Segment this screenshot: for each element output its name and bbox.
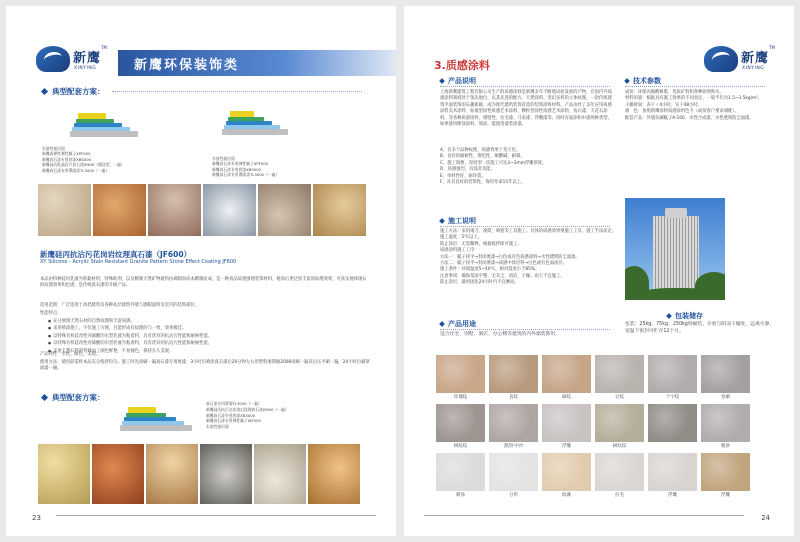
banner-title: 新鹰环保装饰类 — [134, 57, 240, 73]
texture-label: 树纹纹 — [612, 444, 627, 449]
texture-label: 海滩 — [562, 493, 571, 498]
texture-swatch — [489, 355, 538, 393]
package-text: 包装：25kg、75kg、250kg铁桶装。存放与阴凉干燥处，远离火源，室温下密封可贮存12个月。 — [625, 322, 775, 334]
texture-swatch — [436, 404, 485, 442]
diamond-icon — [439, 321, 445, 327]
section-typical-1-label: 典型配套方案： — [52, 87, 105, 96]
swatch — [258, 184, 311, 236]
building-photo — [625, 198, 725, 300]
texture-label — [648, 442, 697, 451]
swatch — [38, 444, 90, 504]
texture-label: 刮刮·中沙 — [503, 444, 524, 449]
scope: 适用范围：广泛适用于高档建筑及各种高层建筑外墙与墙帽面饰及室内的装饰部位。 — [40, 303, 199, 308]
tech-row — [625, 116, 771, 122]
tech-list — [625, 90, 771, 122]
layers-3 — [206, 401, 289, 430]
tech-value: 环保丙烯酸树脂、优质矿料和各种助剂和水。 — [637, 90, 724, 95]
product-desc: 上海新鹰建筑工程有限公司生产的质感涂料是新鹰多年不断地试验发展的产物，在国内外质感涂料领域处于领先地位，以其先进的配方、天然涂料、变幻多样的立体纹理，一款传统建筑平面装饰的乐趣新颖，成为现代建筑装饰首选的装饰涂料材料。产品由经了多年应用质感涂料美术涂料，标准型涂性质感艺术涂料，颗粒型涂性质感艺术涂料，仿石漆，天花石涂料，等各种质感涂料，墙壁性、拉毛漆、马来漆、浮雕漆等。同时有面涂和中漆两种类型，如果使用喷涂涂料，简涂，能使用漆类涂漆。 — [440, 90, 612, 128]
texture-item — [648, 355, 697, 402]
layer-label: 新鹰高弹性弹性腻子XPF500 — [42, 151, 91, 157]
texture-label: 直纹 — [509, 395, 518, 400]
texture-item — [648, 453, 697, 500]
logo-en: XINYING — [742, 66, 765, 71]
texture-item — [542, 355, 591, 402]
logo-cn: 新鹰 — [73, 51, 102, 66]
logo-en: XINYING — [74, 66, 97, 71]
footer-line — [424, 515, 744, 516]
layer-label: 新鹰硅丙乳液岩片真石漆JF600（喷涂型，一遍） — [42, 162, 125, 168]
features-list — [48, 318, 368, 355]
tech-key: 材料用量： — [625, 96, 647, 102]
section-head: 3.质感涂料 — [434, 59, 490, 72]
logo — [704, 45, 776, 72]
swatch — [254, 444, 306, 504]
texture-label: 树纹纹 — [453, 444, 468, 449]
texture-item — [489, 355, 538, 402]
product-point: E、单材性好，耐环裂。 — [440, 173, 486, 179]
section-typical-2 — [42, 392, 105, 403]
texture-swatch — [595, 355, 644, 393]
layer-label: 真石漆专用罩面TL3000（一遍） — [206, 401, 262, 406]
construction-item: 方法一：腻子找平→封闭底漆→白色或有色质感涂料→水性透明防尘面漆。 — [440, 254, 580, 260]
texture-item — [595, 404, 644, 451]
product-point: C、施工简便，厚度型一次施工可达2~3mm浮雕厚度。 — [440, 160, 547, 166]
texture-swatch — [489, 404, 538, 442]
stone-swatches — [38, 184, 366, 236]
product-points — [440, 148, 616, 186]
tech-key: 干燥时间： — [625, 102, 647, 108]
usage: 使用方法：使用前需将本品充分搅拌均匀。施工时先涂刷一遍真石漆专用底漆，3小时后喷涂真石漆后20分钟左右用塑料滚筒做2008再刷一遍以后压平刷一遍，24小时后刷罩面漆一遍。 — [40, 360, 370, 372]
usage-title — [440, 319, 476, 329]
construction-item: 质感涂料施工工序： — [440, 248, 479, 254]
texture-label: 拉毛 — [615, 493, 624, 498]
footer-line — [56, 515, 376, 516]
texture-label: 卷刷 — [721, 395, 730, 400]
construction-item: 施工方法：采用滚刀、滚筒、喷枪等工具施工。具体的质感效果视施工工具，施工手法而定。 — [440, 229, 617, 234]
section-typical-2-label: 典型配套方案： — [52, 393, 105, 402]
logo-tm: TM — [101, 45, 108, 50]
section-typical-1 — [42, 86, 105, 97]
texture-swatch — [701, 453, 750, 491]
layer-label: 新鹰真石漆专用弹性腻子WF500 — [206, 418, 261, 424]
tech-key: 成份： — [625, 90, 638, 95]
diamond-icon — [439, 218, 445, 224]
construction-item: 施工条件：环境温度5~40℃，相对湿度小于85%。 — [440, 267, 540, 273]
texture-item — [648, 404, 697, 451]
diamond-icon — [624, 78, 630, 84]
feature-item: ● 以特殊有机硅改性丙烯酸的水型乳液为粘着料，具有优异的抗沾污性能和耐候性能。 — [48, 333, 368, 340]
texture-item — [542, 404, 591, 451]
construction-list — [440, 229, 618, 287]
texture-label: 分形 — [509, 493, 518, 498]
usage-text: 适合住宅、别墅、酒店、办公楼等建筑的内外墙装饰用。 — [440, 332, 560, 337]
layer-label: 新鹰真石漆专用弹性腻子XPF500 — [212, 161, 269, 167]
texture-label: 豆纹 — [615, 395, 624, 400]
intro: 本品由特种硅丙乳液为胶黏材料，特殊助剂，以及精制天然矿物通料由调制而成本精制而成。是一种真品质感强理装饰材料，格涂后更达到丰富的纹理效果，可真实地体现石的纹理效果和色感，是传统真石漆的升级产品。 — [40, 277, 367, 289]
texture-item — [489, 404, 538, 451]
texture-swatch — [595, 404, 644, 442]
product-point: A、有多个品种纹理，质感效果十变万化。 — [440, 148, 521, 153]
texture-label: 粗砂 — [721, 444, 730, 449]
left-page — [6, 6, 396, 536]
right-page — [404, 6, 794, 536]
product-desc-title — [440, 76, 476, 86]
construction-item: 注意事项：确保基面平整、无灰尘、清洁、干燥。雨天不宜施工。 — [440, 273, 565, 279]
product-desc-title-label: 产品说明 — [448, 77, 476, 85]
texture-swatch — [489, 453, 538, 491]
texture-item — [701, 355, 750, 402]
feature-item: ● 采用天然石料的特殊加工颜色鲜艳，不易褪色，保持长久美观。 — [48, 348, 368, 355]
stone-swatches-2 — [38, 444, 360, 504]
swatch — [313, 184, 366, 236]
texture-swatch — [648, 355, 697, 393]
texture-swatch — [648, 404, 697, 442]
banner — [118, 50, 396, 76]
features-label: 性能特点： — [40, 311, 62, 316]
construction-item: 防止涂层，最初固化24小时内不宜淋雨。 — [440, 280, 519, 286]
divider — [440, 226, 610, 227]
texture-label: 浮雕 — [668, 493, 677, 498]
layer-label: 新鹰真石漆专用底漆XB5000 — [42, 156, 92, 162]
texture-swatch — [542, 404, 591, 442]
texture-swatch — [542, 453, 591, 491]
composition: 产品特性：水性、耐色、美观。 — [40, 352, 101, 357]
texture-label: 玫瑰纹 — [453, 395, 468, 400]
feature-item: ● 充分展现天然石材的自然纹理和丰富质感。 — [48, 318, 368, 325]
texture-item — [701, 404, 750, 451]
layers-1 — [42, 146, 125, 173]
tech-value: 外墙抗碱腻子A-100、水性合成漆、水性透明防尘面漆。 — [646, 115, 754, 121]
tech-key: 配套产品： — [625, 115, 647, 121]
texture-item — [436, 404, 485, 451]
product-title: 新鹰硅丙抗沾污花岗岩纹理真石漆（JF600） — [40, 250, 192, 259]
tech-title-label: 技术参数 — [633, 77, 661, 85]
layer-label: 水溶性基层面 — [42, 146, 65, 151]
texture-label: 喷涂 — [456, 493, 465, 498]
texture-grid — [436, 355, 750, 500]
divider — [440, 329, 610, 330]
layer-label: 新鹰真石漆专用底漆XB5000 — [212, 166, 262, 172]
texture-item — [701, 453, 750, 500]
layer-label: 新鹰真石漆专用罩面漆TL3000（一遍） — [212, 172, 280, 178]
construction-title-label: 施工说明 — [448, 217, 476, 225]
texture-swatch — [436, 453, 485, 491]
construction-title — [440, 216, 476, 226]
logo — [36, 45, 108, 72]
texture-label: 浮雕 — [721, 493, 730, 498]
feature-item: ● 以特殊有机硅改性丙烯酸的水型乳液为粘着料，具有优异的抗沾污性能和耐候性能。 — [48, 340, 368, 347]
texture-item — [595, 355, 644, 402]
divider — [625, 86, 765, 87]
package-title-label: 包装储存 — [675, 312, 703, 320]
usage-title-label: 产品用途 — [448, 320, 476, 328]
eagle-logo-icon — [704, 46, 738, 72]
page-number: 23 — [32, 514, 41, 522]
product-point: B、良好的耐候性，保色性，耐酸碱，耐霉。 — [440, 154, 525, 160]
divider — [440, 86, 610, 87]
texture-label: 十字纹 — [665, 395, 680, 400]
texture-label: 麻纹 — [562, 395, 571, 400]
diamond-icon — [41, 394, 48, 401]
texture-swatch — [701, 355, 750, 393]
texture-item — [489, 453, 538, 500]
diamond-icon — [439, 78, 445, 84]
swatch — [308, 444, 360, 504]
layer-label: 新鹰真石漆专用罩面漆TL3000（一遍） — [42, 167, 110, 173]
texture-item — [436, 453, 485, 500]
texture-label: 浮雕 — [562, 444, 571, 449]
swatch — [146, 444, 198, 504]
texture-item — [542, 453, 591, 500]
diamond-icon — [41, 88, 48, 95]
texture-swatch — [595, 453, 644, 491]
texture-swatch — [648, 453, 697, 491]
tech-value: 根据具有施工效果的不同而定，一般平均为1.5~3.5kg/m²。 — [646, 96, 763, 102]
swatch — [92, 444, 144, 504]
product-point: D、质感强烈，有弧者功能。 — [440, 167, 495, 173]
product-point: F、具有良好的装饰性，保用寿命15年以上。 — [440, 180, 526, 186]
texture-item — [436, 355, 485, 402]
layer-label: 新鹰真石漆专用底漆XB3000 — [206, 412, 256, 418]
product-en: XY Silicone - Acrylic Stain Resistant Granite Pattern Stone Effect Coating JF600 — [40, 259, 237, 265]
texture-swatch — [701, 404, 750, 442]
construction-item: 施工温度：5℃以上。 — [440, 235, 482, 241]
layer-label: 水溶性基层面 — [212, 156, 235, 161]
tech-value: 表干＜4小时，实干48小时。 — [646, 102, 702, 108]
swatch — [200, 444, 252, 504]
construction-item: 方法二：腻子找平→封闭底漆→质感中涂层料→白色或有色面涂层。 — [440, 261, 567, 267]
eagle-logo-icon — [36, 46, 70, 72]
swatch — [93, 184, 146, 236]
swatch — [148, 184, 201, 236]
diamond-icon — [666, 313, 672, 319]
swatch — [203, 184, 256, 236]
construction-item: 防止涂层：无需稀释，根据搅拌即可施工。 — [440, 241, 522, 247]
texture-swatch — [436, 355, 485, 393]
feature-item: ● 采用喷涂施工，不仅施工方便，且能形成有纹理的与一致，效果极佳。 — [48, 325, 368, 332]
tech-value: 参照新鹰涂料质感涂料色卡（或按客户要求调配）。 — [642, 109, 739, 115]
layer-label: 水溶性基层面 — [206, 424, 229, 430]
page-number: 24 — [761, 514, 770, 522]
texture-item — [595, 453, 644, 500]
logo-tm: TM — [769, 45, 776, 50]
package-title — [667, 311, 703, 321]
tech-key: 颜 色： — [625, 109, 643, 115]
divider — [112, 91, 362, 92]
logo-cn: 新鹰 — [741, 51, 770, 66]
layer-label: 新鹰硅丙抗污沾花岗岩纹理真石漆JF600（一遍） — [206, 406, 289, 412]
tech-title — [625, 76, 661, 86]
swatch — [38, 184, 91, 236]
texture-swatch — [542, 355, 591, 393]
layers-2 — [212, 156, 279, 178]
